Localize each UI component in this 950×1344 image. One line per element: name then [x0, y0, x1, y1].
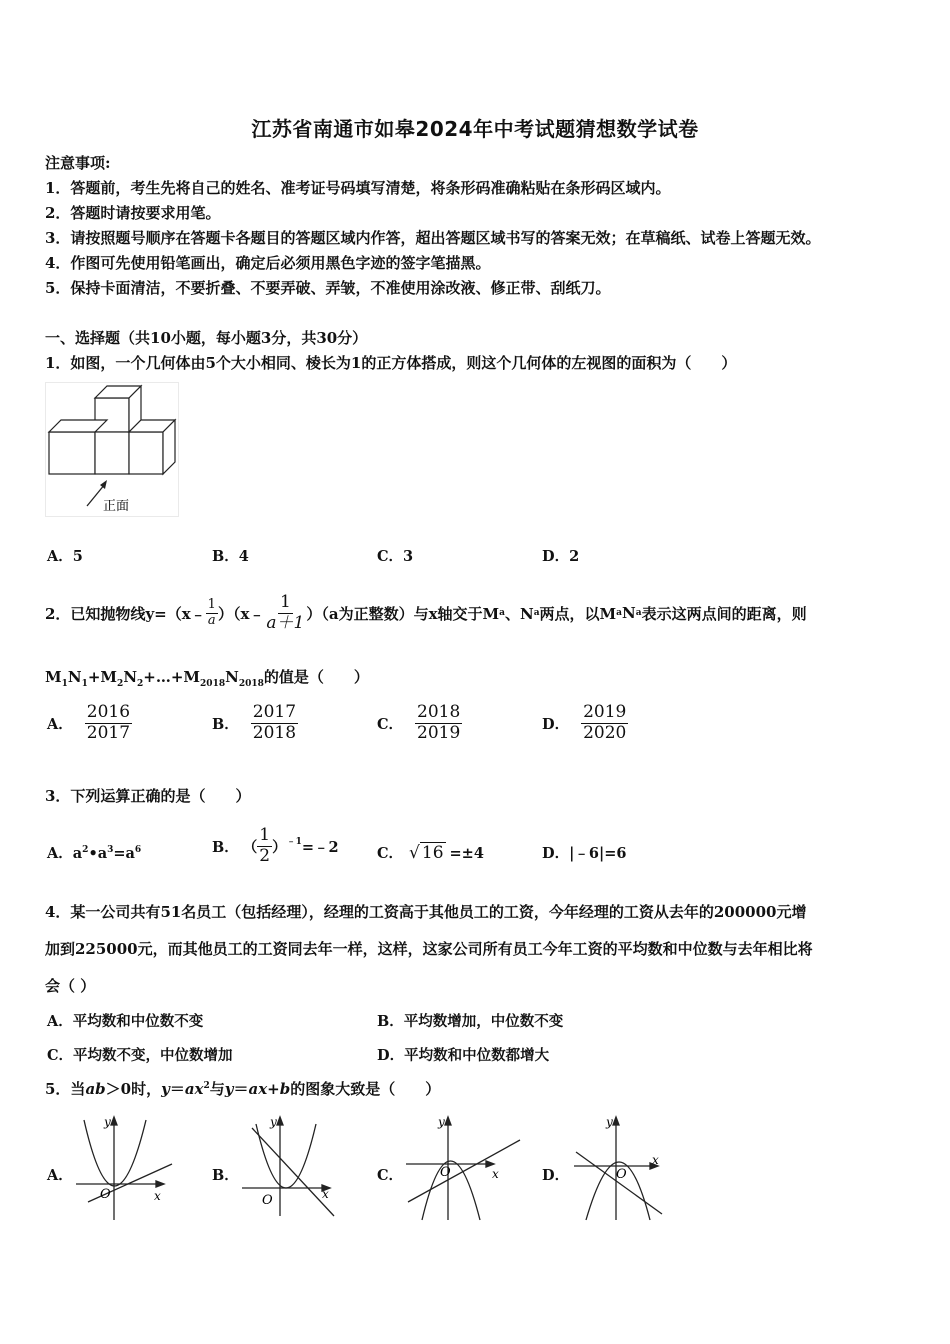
q3-option-d: D．|﹣6|=6	[542, 845, 627, 862]
svg-text:O: O	[616, 1167, 627, 1182]
cube-figure	[45, 382, 180, 518]
q4-option-d: D．平均数和中位数都增大	[377, 1047, 550, 1064]
svg-text:x: x	[652, 1153, 659, 1167]
q4-option-a: A．平均数和中位数不变	[47, 1013, 204, 1030]
q4-option-b: B．平均数增加，中位数不变	[377, 1013, 564, 1030]
question-4-line3: 会（ ）	[45, 977, 96, 995]
page-title: 江苏省南通市如皋2024年中考试题猜想数学试卷	[251, 117, 699, 141]
q5-option-a: A．	[47, 1167, 73, 1184]
q2-option-a: A． $\frac{2016}{2017}$	[47, 701, 131, 743]
notice-item: 3．请按照题号顺序在答题卡各题目的答题区域内作答，超出答题区域书写的答案无效；在草稿纸、试卷上答题无效。	[45, 229, 821, 247]
notice-item: 5．保持卡面清洁，不要折叠、不要弄破、弄皱，不准使用涂改液、修正带、刮纸刀。	[45, 279, 611, 297]
svg-text:x: x	[322, 1187, 329, 1201]
q2-option-b: B． $\frac{2017}{2018}$	[212, 701, 297, 743]
question-1-stem: 1．如图，一个几何体由5个大小相同、棱长为1的正方体搭成，则这个几何体的左视图的面积为（ ）	[45, 354, 737, 372]
q5-option-d: D．	[542, 1167, 570, 1184]
q4-option-c: C．平均数不变，中位数增加	[47, 1047, 233, 1064]
q2-option-d: D． $\frac{2019}{2020}$	[542, 701, 627, 743]
svg-text:y: y	[438, 1115, 445, 1129]
graph-b	[238, 1112, 348, 1224]
q5-option-c: C．	[377, 1167, 404, 1184]
svg-text:y: y	[104, 1115, 111, 1129]
q5-option-b: B．	[212, 1167, 239, 1184]
graph-a	[72, 1112, 182, 1224]
section-heading: 一、选择题（共10小题，每小题3分，共30分）	[45, 329, 368, 347]
q1-option-c: C．3	[377, 548, 414, 565]
svg-text:O: O	[262, 1193, 273, 1208]
svg-text:O: O	[100, 1187, 111, 1202]
question-4-line2: 加到225000元，而其他员工的工资同去年一样，这样，这家公司所有员工今年工资的平均数和中位数与去年相比将	[45, 940, 813, 958]
q1-option-d: D．2	[542, 548, 580, 565]
notice-item: 4．作图可先使用铅笔画出，确定后必须用黑色字迹的签字笔描黑。	[45, 254, 491, 272]
svg-text:y: y	[606, 1115, 613, 1129]
svg-text:O: O	[440, 1165, 451, 1180]
svg-text:x: x	[154, 1189, 161, 1203]
question-4-line1: 4．某一公司共有51名员工（包括经理），经理的工资高于其他员工的工资，今年经理的工资从去年的200000元增	[45, 903, 807, 921]
question-2-line2: $M_1N_1+M_2N_2+\dots+M_{2018}N_{2018}$的值是（ ）	[45, 668, 369, 689]
q1-option-a: A．5	[47, 548, 83, 565]
notice-item: 1．答题前，考生先将自己的姓名、准考证号码填写清楚，将条形码准确粘贴在条形码区域内。	[45, 179, 671, 197]
graph-d	[570, 1112, 670, 1224]
svg-text:x: x	[492, 1167, 499, 1181]
notice-item: 2．答题时请按要求用笔。	[45, 204, 221, 222]
q3-option-a: A．$a^2•a^3=a^6$	[47, 845, 142, 862]
graph-c	[402, 1112, 524, 1224]
figure-label: 正面	[103, 499, 130, 514]
notice-heading: 注意事项:	[45, 154, 111, 172]
svg-text:y: y	[270, 1115, 277, 1129]
question-3-stem: 3．下列运算正确的是（ ）	[45, 787, 251, 805]
q3-option-b: B． （ $\frac{1}{2}$ ） $^{﹣1}$ =﹣2	[212, 824, 339, 866]
question-5-stem: 5．当ab＞0时，$y=ax^2$与y＝ax+b的图象大致是（ ）	[45, 1080, 441, 1098]
q1-option-b: B．4	[212, 548, 249, 565]
q3-option-c: C． √ 16 =±4	[377, 843, 484, 863]
q2-option-c: C． $\frac{2018}{2019}$	[377, 701, 461, 743]
question-2-stem: 2．已知抛物线y=（x﹣ $\frac{1}{a}$ ）（x﹣ $\frac{1}{a+1}$ ）（a为正整数）与x轴交于M a 、N a 两点，以M a N a 表示这两点间的距离，则	[45, 591, 807, 633]
